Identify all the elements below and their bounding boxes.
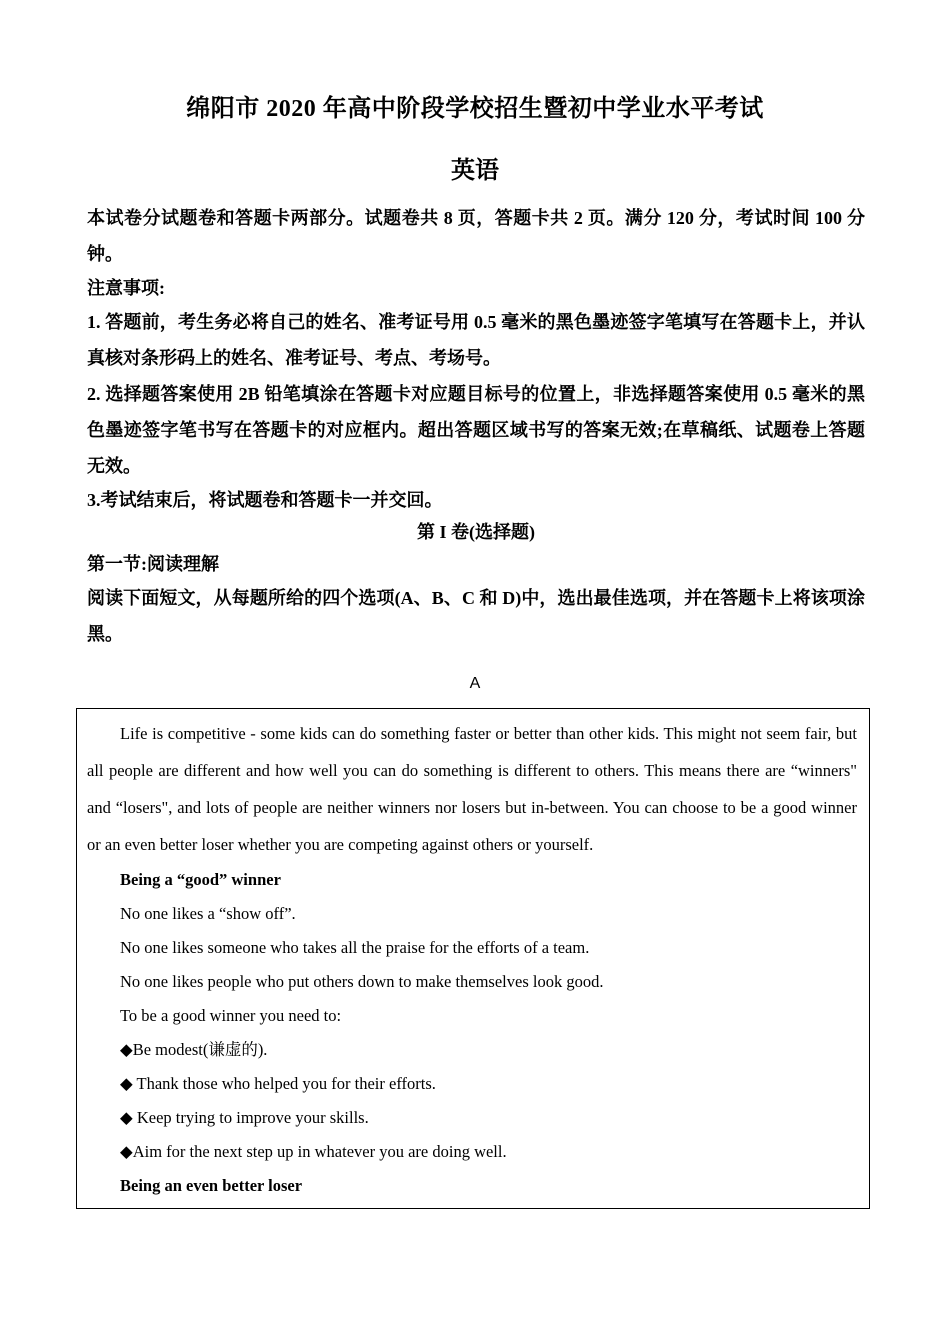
diamond-bullet-icon: ◆ — [120, 1108, 133, 1127]
passage-line: To be a good winner you need to: — [120, 1006, 342, 1025]
passage-label: A — [469, 675, 481, 692]
bullet-item — [87, 1135, 857, 1169]
bullet-text: Aim for the next step up in whatever you are doing well. — [132, 1142, 507, 1161]
notes-title: 注意事项: — [87, 278, 165, 298]
diamond-bullet-icon: ◆ — [120, 1040, 133, 1059]
subject-title: 英语 — [451, 158, 499, 184]
section-instruction: 阅读下面短文，从每题所给的四个选项(A、B、C 和 D)中，选出最佳选项，并在答题卡上将该项涂黑。 — [87, 588, 865, 644]
bullet-text: Keep trying to improve your skills. — [132, 1108, 369, 1127]
passage-line: No one likes someone who takes all the praise for the efforts of a team. — [120, 938, 590, 957]
exam-instructions — [87, 200, 865, 652]
bullet-text: Thank those who helped you for their efforts. — [132, 1074, 436, 1093]
bullet-text: Be modest(谦虚的). — [132, 1040, 268, 1059]
note-1: 1. 答题前，考生务必将自己的姓名、准考证号用 0.5 毫米的黑色墨迹签字笔填写在答题卡上，并认真核对条形码上的姓名、准考证号、考点、考场号。 — [87, 312, 865, 368]
bullet-item — [87, 1067, 857, 1101]
bullet-item — [87, 1033, 857, 1067]
exam-intro: 本试卷分试题卷和答题卡两部分。试题卷共 8 页，答题卡共 2 页。满分 120 分，考试时间 100 分钟。 — [87, 208, 865, 264]
diamond-bullet-icon: ◆ — [120, 1142, 133, 1161]
bullet-item — [87, 1101, 857, 1135]
passage-line: No one likes a “show off”. — [120, 904, 296, 923]
heading-good-winner: Being a “good” winner — [120, 870, 281, 889]
note-2: 2. 选择题答案使用 2B 铅笔填涂在答题卡对应题目标号的位置上，非选择题答案使用 0.5 毫米的黑色墨迹签字笔书写在答题卡的对应框内。超出答题区域书写的答案无效;在草稿纸、试题卷上答题无效。 — [87, 384, 865, 476]
exam-title: 绵阳市 2020 年高中阶段学校招生暨初中学业水平考试 — [186, 96, 764, 122]
passage-box — [76, 708, 870, 1209]
passage-line: No one likes people who put others down to make themselves look good. — [120, 972, 604, 991]
passage-intro: Life is competitive - some kids can do something faster or better than other kids. This might not seem fair, but all people are different and how well you can do something is different to others. This means there are “winners" and “losers", and lots of people are neither winners nor losers but in-between. You can choose to be a good winner or an even better loser whether you are competing against others or yourself. — [87, 724, 857, 854]
section-title: 第一节:阅读理解 — [87, 554, 219, 574]
heading-better-loser: Being an even better loser — [120, 1176, 303, 1195]
diamond-bullet-icon: ◆ — [120, 1074, 133, 1093]
part-title: 第 I 卷(选择题) — [417, 522, 535, 542]
note-3: 3.考试结束后，将试题卷和答题卡一并交回。 — [87, 490, 443, 510]
